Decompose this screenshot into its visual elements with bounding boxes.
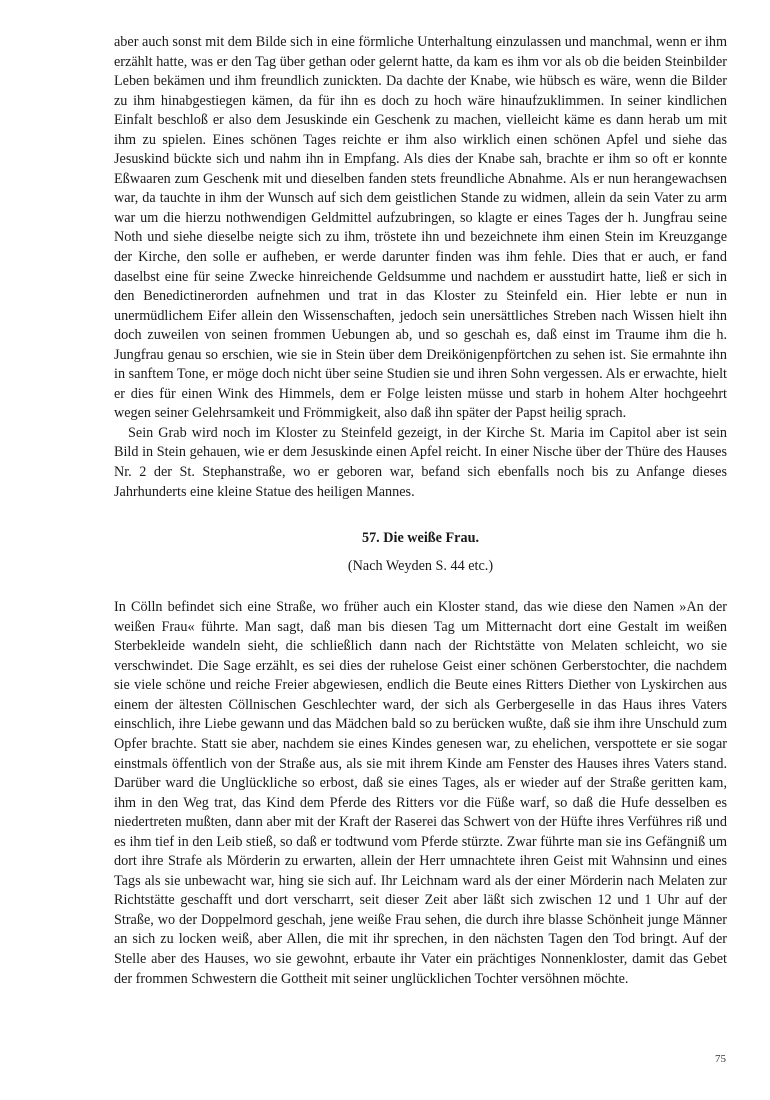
paragraph-grave: Sein Grab wird noch im Kloster zu Steinfeld gezeigt, in der Kirche St. Maria im Capitol aber ist sein Bild in Stein gehauen, wie er dem Jesuskinde einen Apfel reicht. In einer Nische über der Thüre des Hauses Nr. 2 der St. Stephanstraße, wo er geboren war, befand sich ebenfalls noch bis zu Anfange dieses Jahrhunderts eine kleine Statue des heiligen Mannes. [114,424,727,500]
section-title: 57. Die weiße Frau. [361,530,480,547]
page-body [114,33,727,989]
section-subtitle: (Nach Weyden S. 44 etc.) [347,558,494,575]
paragraph-story-continuation: aber auch sonst mit dem Bilde sich in eine förmliche Unterhaltung einzulassen und manchmal, wenn er ihm erzählt hatte, was er den Tag über gethan oder gelernt hatte, da kam es ihm vor als ob die beiden Steinbilder Leben bekämen und ihm freundlich zunickten. Da dachte der Knabe, wie hübsch es wäre, wenn die Bilder zu ihm hinabgestiegen kämen, da für ihn es doch zu hoch wäre hinaufzuklimmen. In seiner kindlichen Einfalt beschloß er also dem Jesuskinde ein Geschenk zu machen, vielleicht käme es dann herab um mit ihm zu spielen. Eines schönen Tages reichte er ihm also wirklich einen schönen Apfel und siehe das Jesuskind bückte sich und nahm ihn in Empfang. Als dies der Knabe sah, brachte er ihm so oft er konnte Eßwaaren zum Geschenk mit und dieselben fanden stets freundliche Abnahme. Als er nun herangewachsen war, da tauchte in ihm der Wunsch auf sich dem geistlichen Stande zu widmen, allein da sein Vater zu arm war um die hierzu nothwendigen Geldmittel aufzubringen, so klagte er eines Tages der h. Jungfrau seine Noth und siehe dieselbe neigte sich zu ihm, tröstete ihn und bezeichnete ihm einen Stein im Kreuzgange der Kirche, den solle er aufheben, er werde darunter finden was ihm fehle. Dies that er auch, er fand daselbst eine für seine Zwecke hinreichende Geldsumme und nachdem er ausstudirt hatte, ließ er sich in den Benedictinerorden aufnehmen und trat in das Kloster zu Steinfeld ein. Hier lebte er nun in unermüdlichem Eifer allein den Wissenschaften, jedoch sein unersättliches Streben nach Wissen hielt ihn doch zuweilen von seinen frommen Uebungen ab, und so geschah es, daß einst im Traume ihm die h. Jungfrau genau so erschien, wie sie in Stein über dem Dreikönigenpförtchen zu sehen ist. Sie ermahnte ihn in sanftem Tone, er möge doch nicht über seine Studien sie und ihren Sohn vergessen. Als er erwachte, hielt er dies für einen Wink des Himmels, dem er Folge leisten müsse und starb in hohem Alter hochgeehrt wegen seiner Gelehrsamkeit und Frömmigkeit, also daß ihn später der Papst heilig sprach. [114,34,727,422]
paragraph-white-lady: In Cölln befindet sich eine Straße, wo früher auch ein Kloster stand, das wie diese den Namen »An der weißen Frau« führte. Man sagt, daß man bis diesen Tag um Mitternacht dort eine Gestalt im weißen Sterbekleide wandeln sieht, die schließlich dann nach der Richtstätte von Melaten schleicht, wo sie verschwindet. Die Sage erzählt, es sei dies der ruhelose Geist einer schönen Gerberstochter, die nachdem sie viele schöne und reiche Freier abgewiesen, endlich die Beute eines Ritters Diether von Lyskirchen aus einem der ältesten Cöllnischen Geschlechter ward, der sich als Gerbergeselle in das Haus ihres Vaters einschlich, ihre Liebe gewann und das Mädchen bald so zu berücken wußte, daß sie ihm ihre Unschuld zum Opfer brachte. Statt sie aber, nachdem sie eines Kindes genesen war, zu ehelichen, verspottete er sie sogar einstmals öffentlich von der Straße aus, als sie mit ihrem Kinde am Fenster des Hauses ihres Vaters stand. Darüber ward die Unglückliche so erbost, daß sie eines Tages, als er wieder auf der Straße geritten kam, ihm in den Weg trat, das Kind dem Pferde des Ritters vor die Füße warf, so daß die Hufe desselben es niedertreten mußten, dann aber mit der Kraft der Raserei das Schwert von der Hüfte ihres Verführes riß und es ihm tief in den Leib stieß, so daß er todtwund vom Pferde stürzte. Zwar führte man sie ins Gefängniß um dort ihre Strafe als Mörderin zu erwarten, allein der Herr umnachtete ihren Geist mit Wahnsinn und eines Tags als sie unbewacht war, hing sie sich auf. Ihr Leichnam ward als der einer Mörderin nach Melaten zur Richtstätte geschafft und dort verscharrt, seit dieser Zeit aber läßt sich zwischen 12 und 1 Uhr auf der Straße, wo der Doppelmord geschah, jene weiße Frau sehen, die durch ihre blasse Schönheit junge Männer an sich zu locken weiß, aber Allen, die mit ihr sprechen, in den nächsten Tagen den Tod bringt. Auf der Stelle aber des Hauses, wo sie gewohnt, erbaute ihr Vater ein prächtiges Nonnenkloster, damit das Gebet der frommen Schwestern die Gottheit mit seiner unglücklichen Tochter versöhnen möchte. [114,599,727,987]
page-number: 75 [715,1053,726,1065]
